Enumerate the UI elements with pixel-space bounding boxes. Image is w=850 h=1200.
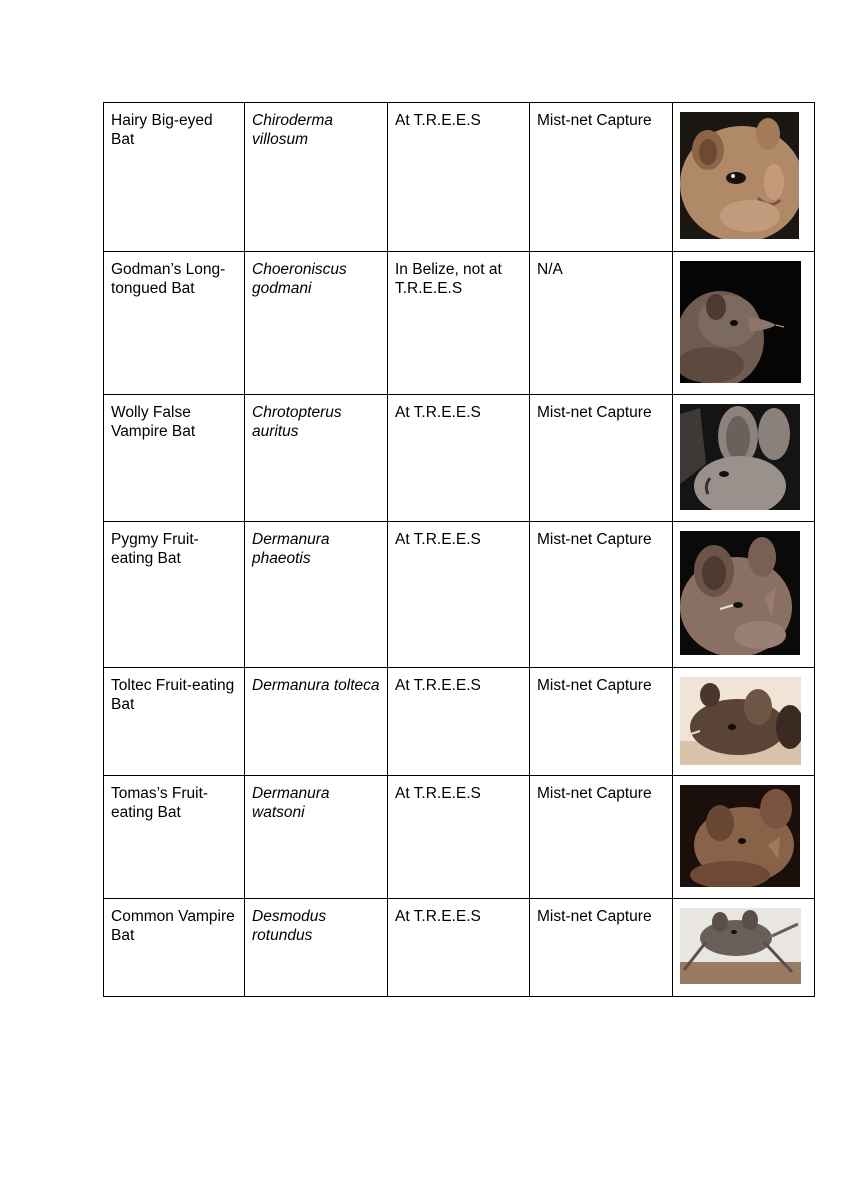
table-row — [104, 776, 815, 899]
photo-cell — [673, 776, 815, 899]
evidence-cell: Mist-net Capture — [530, 395, 673, 522]
common-name-cell: Toltec Fruit-eating Bat — [104, 668, 245, 776]
bat-photo-wolly-false-vampire — [680, 404, 800, 510]
scientific-name-cell: Dermanura phaeotis — [245, 522, 388, 668]
photo-cell — [673, 899, 815, 997]
photo-cell — [673, 522, 815, 668]
scientific-name-cell: Chiroderma villosum — [245, 103, 388, 252]
table-row — [104, 103, 815, 252]
common-name-cell: Hairy Big-eyed Bat — [104, 103, 245, 252]
evidence-cell: Mist-net Capture — [530, 899, 673, 997]
scientific-name-cell: Dermanura watsoni — [245, 776, 388, 899]
evidence-cell: N/A — [530, 252, 673, 395]
common-name-cell: Tomas’s Fruit-eating Bat — [104, 776, 245, 899]
table-row — [104, 395, 815, 522]
bat-photo-common-vampire — [680, 908, 801, 984]
bat-species-table — [103, 102, 815, 997]
table-row — [104, 899, 815, 997]
location-cell: At T.R.E.E.S — [388, 522, 530, 668]
bat-photo-godmans-long-tongued — [680, 261, 801, 383]
scientific-name-cell: Dermanura tolteca — [245, 668, 388, 776]
location-cell: At T.R.E.E.S — [388, 776, 530, 899]
table-row — [104, 252, 815, 395]
location-cell: At T.R.E.E.S — [388, 103, 530, 252]
location-cell: At T.R.E.E.S — [388, 668, 530, 776]
table-row — [104, 522, 815, 668]
location-cell: In Belize, not at T.R.E.E.S — [388, 252, 530, 395]
bat-photo-pygmy-fruit-eating — [680, 531, 800, 655]
scientific-name-cell: Chrotopterus auritus — [245, 395, 388, 522]
evidence-cell: Mist-net Capture — [530, 668, 673, 776]
location-cell: At T.R.E.E.S — [388, 395, 530, 522]
common-name-cell: Pygmy Fruit-eating Bat — [104, 522, 245, 668]
scientific-name-cell: Desmodus rotundus — [245, 899, 388, 997]
evidence-cell: Mist-net Capture — [530, 776, 673, 899]
bat-photo-tomas-fruit-eating — [680, 785, 800, 887]
common-name-cell: Godman’s Long-tongued Bat — [104, 252, 245, 395]
evidence-cell: Mist-net Capture — [530, 103, 673, 252]
photo-cell — [673, 252, 815, 395]
scientific-name-cell: Choeroniscus godmani — [245, 252, 388, 395]
photo-cell — [673, 103, 815, 252]
photo-cell — [673, 668, 815, 776]
evidence-cell: Mist-net Capture — [530, 522, 673, 668]
bat-photo-toltec-fruit-eating — [680, 677, 801, 765]
table-row — [104, 668, 815, 776]
photo-cell — [673, 395, 815, 522]
common-name-cell: Wolly False Vampire Bat — [104, 395, 245, 522]
common-name-cell: Common Vampire Bat — [104, 899, 245, 997]
location-cell: At T.R.E.E.S — [388, 899, 530, 997]
bat-photo-hairy-big-eyed — [680, 112, 799, 239]
